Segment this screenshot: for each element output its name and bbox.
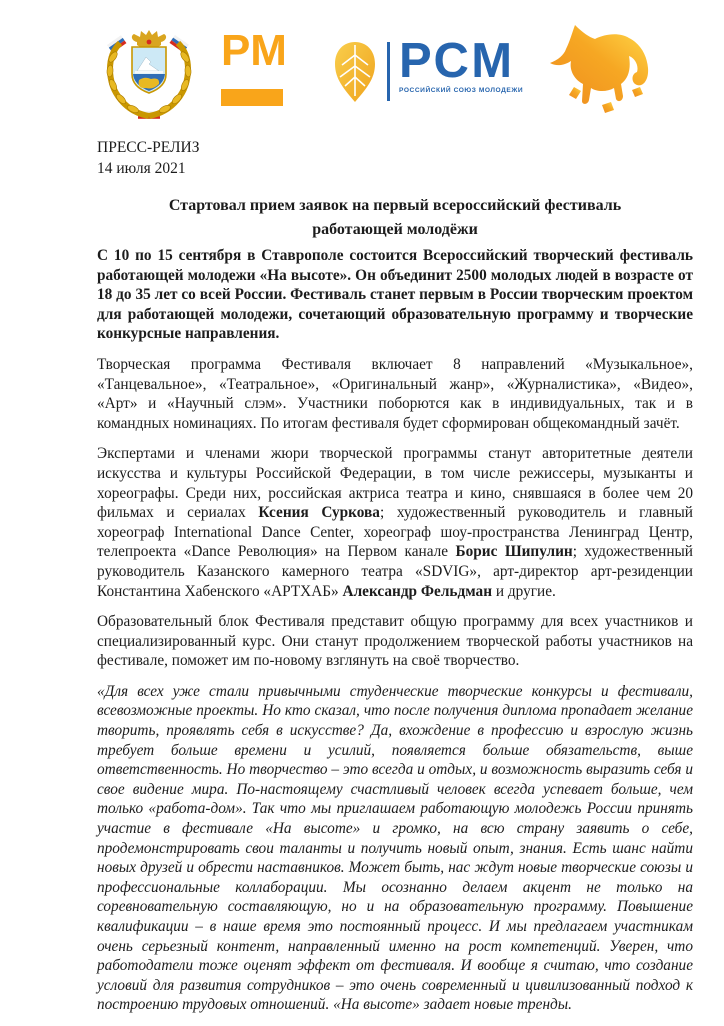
education-paragraph: Образовательный блок Фестиваля представит общую программу для всех участников и специализированный курс. Они станут продолжением творческой работы участников на фестивале, поможет им по-новому взглянуть на своё творчество. [97, 613, 693, 670]
rsm-divider [387, 42, 390, 101]
stavropol-coat-of-arms-icon [99, 27, 199, 120]
birch-leaf-icon [332, 39, 378, 109]
release-date: 14 июля 2021 [97, 160, 186, 177]
page-title [97, 194, 693, 242]
press-release-label: ПРЕСС-РЕЛИЗ [97, 139, 200, 156]
rsm-logo-text: РСМ [399, 34, 516, 88]
logo-header [0, 0, 724, 132]
eagle-crest [132, 30, 166, 49]
page-title-line1: Стартовал прием заявок на первый всероссийский фестиваль [168, 197, 622, 214]
golden-mammoth-icon [545, 20, 655, 118]
rm-logo-bar [221, 89, 283, 106]
quote-paragraph: «Для всех уже стали привычными студенческие творческие конкурсы и фестивали, всевозможные проекты. Но кто сказал, что после получения диплома пропадает желание творить, проявлять себя в искусстве? Да, вхождение в профессию и взрослую жизнь требует больше времени и усилий, появляется больше обязательств, выше ответственность. Но творчество – это всегда и отдых, и возможность выразить себя и свое видение мира. По-настоящему счастливый человек всегда успевает больше, чем только «работа-дом». Так что мы приглашаем работающую молодежь России принять участие в фестивале «На высоте» и громко, на всю страну заявить о себе, продемонстрировать свои таланты и получить новый опыт, знания. Есть шанс найти новых друзей и обрести наставников. Может быть, нас ждут новые творческие союзы и профессиональные коллаборации. Мы осознанно делаем акцент не только на соревновательную составляющую, но и на образовательную программу. Повышение квалификации – в наше время это постоянный процесс. И мы предлагаем участникам очень серьезный контент, направленный именно на рост компетенций. Уверен, что работодатели тоже оценят эффект от фестиваля. И вообще я считаю, что создание условий для развития сотрудников – это очень современный и цивилизованный подход к построению трудовых отношений. «На высоте» задает новые тренды. [97, 682, 693, 1014]
rsm-logo-tagline: РОССИЙСКИЙ СОЮЗ МОЛОДЕЖИ [399, 87, 524, 94]
rm-logo [221, 26, 288, 109]
program-paragraph: Творческая программа Фестиваля включает 8 направлений «Музыкальное», «Танцевальное», «Театральное», «Оригинальный жанр», «Журналистика», «Видео», «Арт» и «Научный слэм». Участники поборются как в индивидуальных, так и в командных номинациях. По итогам фестиваля будет сформирован общекомандный зачёт. [97, 355, 693, 432]
body-text [97, 246, 693, 1026]
rsm-logo [332, 34, 524, 107]
rm-logo-text: РМ [221, 26, 288, 75]
meta-block [97, 137, 199, 179]
page-title-line2: работающей молодёжи [312, 221, 478, 238]
jury-paragraph: Экспертами и членами жюри творческой программы станут авторитетные деятели искусства и культуры Российской Федерации, в том числе режиссеры, музыканты и хореографы. Среди них, российская актриса театра и кино, снявшаяся в более чем 20 фильмах и сериалах Ксения Суркова; художественный руководитель и главный хореограф International Dance Center, хореограф шоу-пространства Ленинград Центр, телепроекта «Dance Революция» на Первом канале Борис Шипулин; художественный руководитель Казанского камерного театра «SDVIG», арт-директор арт-резиденции Константина Хабенского «АРТХАБ» Александр Фельдман и другие. [97, 445, 693, 600]
lead-paragraph: С 10 по 15 сентября в Ставрополе состоится Всероссийский творческий фестиваль работающей молодежи «На высоте». Он объединит 2500 молодых людей в возрасте от 18 до 35 лет со всей России. Фестиваль станет первым в России творческим проектом для работающей молодежи, сочетающий образовательную программу и творческие конкурсные направления. [97, 247, 693, 343]
